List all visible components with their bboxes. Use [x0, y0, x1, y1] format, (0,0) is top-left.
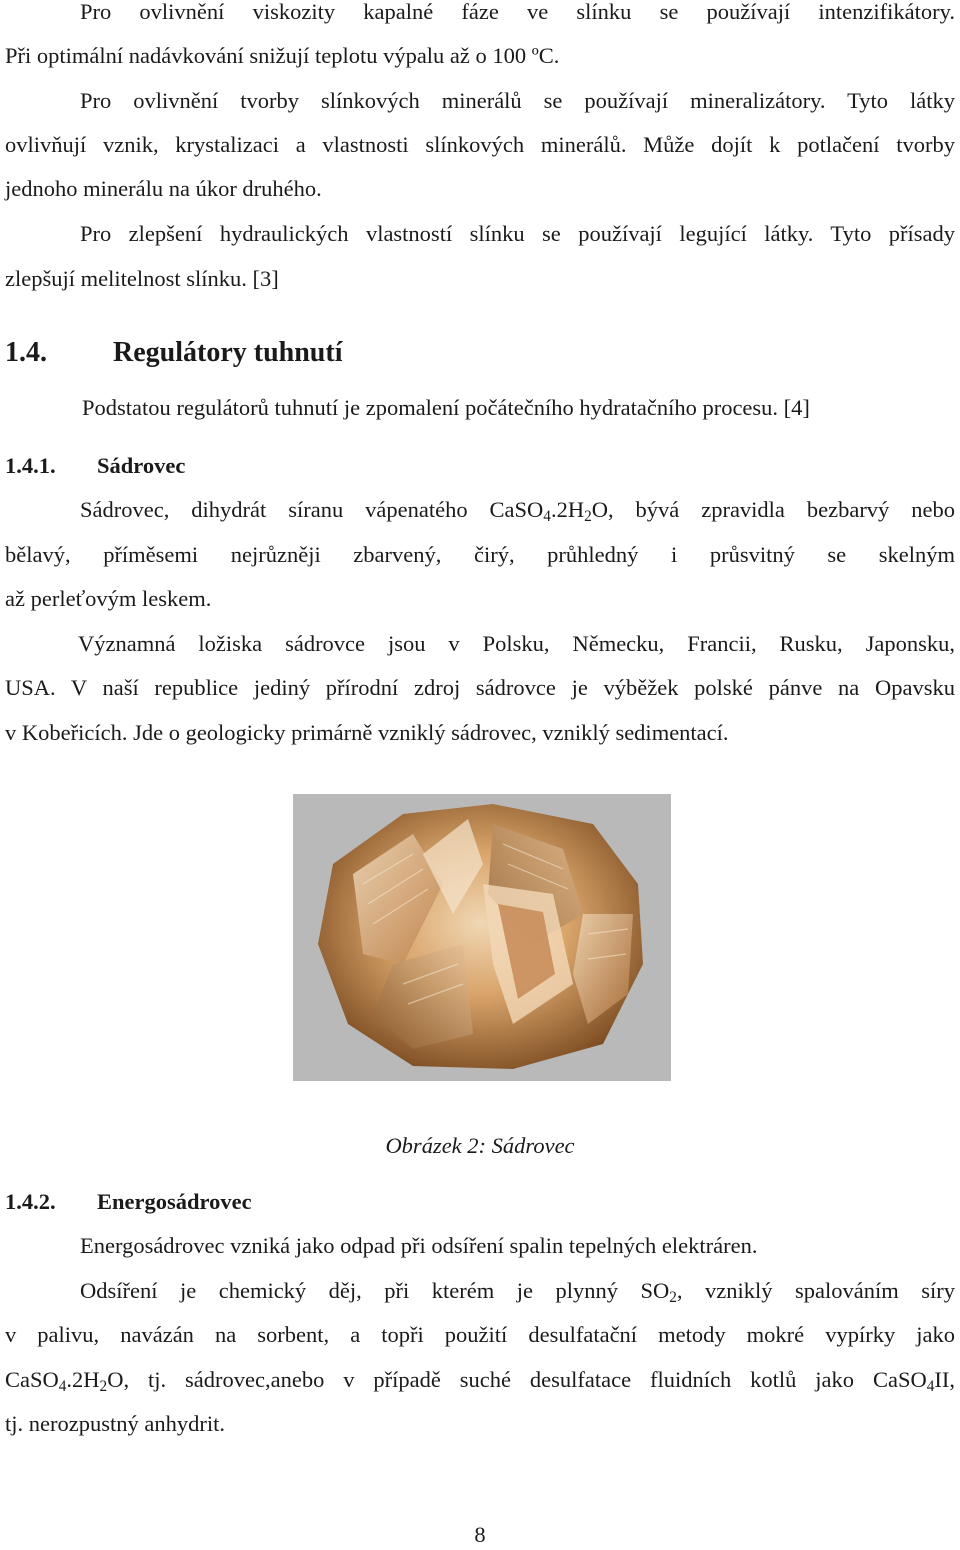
subsection-heading	[5, 1187, 252, 1217]
subsection-title: Energosádrovec	[97, 1189, 252, 1214]
subsection-heading	[5, 451, 186, 481]
text-run: O, tj. sádrovec,anebo v případě suché desulfatace fluidních kotlů jako CaSO	[107, 1367, 927, 1392]
paragraph-line	[80, 1276, 955, 1306]
subscript: 4	[58, 1377, 67, 1395]
text-run: Odsíření je chemický děj, při kterém je plynný SO	[80, 1278, 670, 1303]
text-run: .2H	[66, 1367, 100, 1392]
subscript: 4	[926, 1377, 935, 1395]
paragraph-line: USA. V naší republice jediný přírodní zdroj sádrovce je výběžek polské pánve na Opavsku	[5, 675, 955, 700]
paragraph-line: Podstatou regulátorů tuhnutí je zpomalení počátečního hydratačního procesu. [4]	[82, 395, 810, 420]
section-title: Regulátory tuhnutí	[113, 337, 343, 368]
subscript: 2	[669, 1288, 677, 1306]
paragraph-line	[80, 495, 955, 525]
paragraph-line: bělavý, příměsemi nejrůzněji zbarvený, čirý, průhledný i průsvitný se skelným	[5, 542, 955, 567]
paragraph-line: Pro ovlivnění viskozity kapalné fáze ve slínku se používají intenzifikátory.	[80, 0, 955, 24]
paragraph-line: tj. nerozpustný anhydrit.	[5, 1411, 225, 1436]
paragraph-line: v palivu, navázán na sorbent, a topři použití desulfatační metody mokré vypírky jako	[5, 1322, 955, 1347]
page-number: 8	[474, 1522, 486, 1547]
paragraph-line: ovlivňují vznik, krystalizaci a vlastnosti slínkových minerálů. Může dojít k potlačení tvorby	[5, 132, 955, 157]
section-number: 1.4.	[5, 337, 47, 368]
paragraph-line	[5, 1365, 955, 1395]
text-run: , vzniklý spalováním síry	[676, 1278, 955, 1303]
subscript: 2	[99, 1377, 108, 1395]
paragraph-line: Energosádrovec vzniká jako odpad při odsíření spalin tepelných elektráren.	[80, 1233, 758, 1258]
subsection-number: 1.4.1.	[5, 453, 56, 478]
paragraph-line: Významná ložiska sádrovce jsou v Polsku, Německu, Francii, Rusku, Japonsku,	[78, 631, 955, 656]
text-run: Sádrovec, dihydrát síranu vápenatého CaSO	[80, 497, 544, 522]
paragraph-line: Pro zlepšení hydraulických vlastností slínku se používají legující látky. Tyto přísady	[80, 221, 955, 246]
paragraph-line: zlepšují melitelnost slínku. [3]	[5, 266, 279, 291]
text-run: CaSO	[5, 1367, 59, 1392]
subscript: 2	[584, 507, 592, 525]
section-heading	[5, 336, 343, 370]
text-run: O, bývá zpravidla bezbarvý nebo	[591, 497, 955, 522]
gypsum-crystal-illustration	[293, 794, 671, 1081]
paragraph-line: Pro ovlivnění tvorby slínkových minerálů se používají mineralizátory. Tyto látky	[80, 88, 955, 113]
figure-caption: Obrázek 2: Sádrovec	[385, 1133, 575, 1158]
subsection-title: Sádrovec	[97, 453, 186, 478]
gypsum-photo	[293, 794, 671, 1081]
paragraph-line: Při optimální nadávkování snižují teplotu výpalu až o 100 ºC.	[5, 43, 560, 68]
subsection-number: 1.4.2.	[5, 1189, 56, 1214]
text-run: .2H	[550, 497, 585, 522]
paragraph-line: v Kobeřicích. Jde o geologicky primárně vzniklý sádrovec, vzniklý sedimentací.	[5, 720, 729, 745]
text-run: II,	[934, 1367, 955, 1392]
paragraph-line: až perleťovým leskem.	[5, 586, 212, 611]
subscript: 4	[543, 507, 551, 525]
paragraph-line: jednoho minerálu na úkor druhého.	[5, 176, 322, 201]
